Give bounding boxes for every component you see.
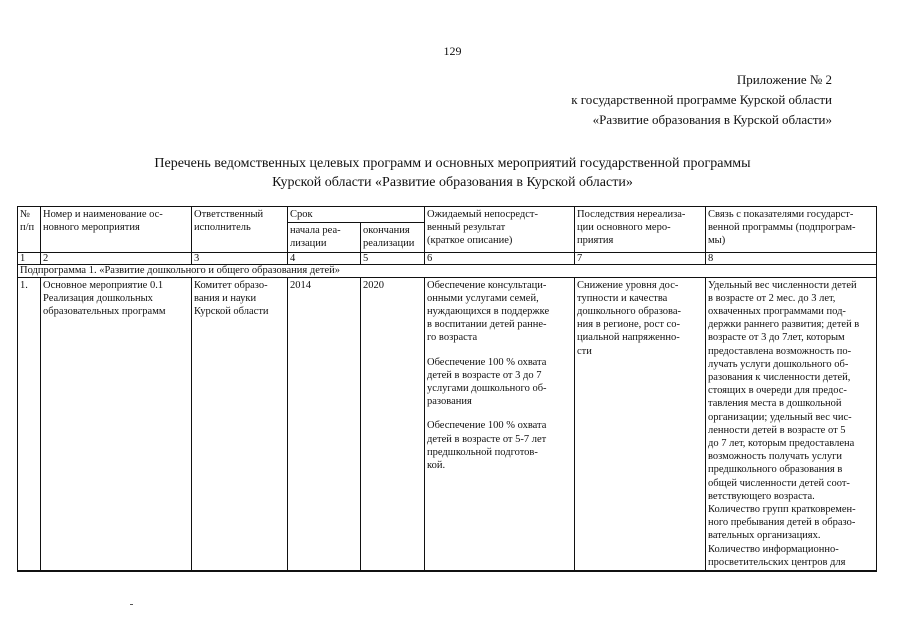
header-result: Ожидаемый непосредст- венный результат (краткое описание) (425, 207, 575, 253)
title-line-2: Курской области «Развитие образования в Курской области» (272, 175, 633, 190)
column-number: 8 (706, 252, 877, 264)
paragraph-gap (427, 345, 572, 356)
table-row (18, 277, 877, 571)
row-start-year: 2014 (288, 277, 361, 571)
scan-speck (130, 604, 133, 605)
paragraph-gap (427, 408, 572, 419)
column-number: 7 (575, 252, 706, 264)
title-line-1: Перечень ведомственных целевых программ и основных мероприятий государственной программы (154, 156, 751, 171)
page-number: 129 (443, 44, 462, 58)
subprogram-title: Подпрограмма 1. «Развитие дошкольного и общего образования детей» (18, 264, 877, 277)
row-end-year: 2020 (361, 277, 425, 571)
header-link: Связь с показателями государст- венной программы (подпрограм- мы) (706, 207, 877, 253)
column-number: 5 (361, 252, 425, 264)
row-num: 1. (18, 277, 41, 571)
header-name: Номер и наименование ос- новного мероприятия (41, 207, 192, 253)
header-responsible: Ответственный исполнитель (192, 207, 288, 253)
row-link: Удельный вес численности детей в возрасте от 2 мес. до 3 лет, охваченных программами под- держки раннего развития; детей в возрасте от 3 до 7лет, которым предоставлена возможность по- лучать услуги дошкольного об- разования к численности детей, стоящих в очереди для предос- тавления места в дошкольной организации; удельный вес чис- ленности детей в возрасте от 5 до 7 лет, которым предоставлена возможность получать услуги предшкольного образования в общей численности детей соот- ветствующего возраста. Количество групп кратковремен- ного пребывания детей в образо- вательных организациях. Количество информационно- просветительских центров для (706, 277, 877, 571)
appendix-line-2: к государственной программе Курской области (571, 92, 832, 107)
header-term-start: начала реа- лизации (288, 223, 361, 252)
column-number: 2 (41, 252, 192, 264)
header-consequences: Последствия нереализа- ции основного меро- приятия (575, 207, 706, 253)
column-number: 1 (18, 252, 41, 264)
header-num: № п/п (18, 207, 41, 253)
row-responsible: Комитет образо- вания и науки Курской области (192, 277, 288, 571)
result-paragraph-3: Обеспечение 100 % охвата детей в возрасте от 5-7 лет предшкольной подготов- кой. (427, 420, 547, 472)
column-number: 3 (192, 252, 288, 264)
row-consequences: Снижение уровня дос- тупности и качества дошкольного образова- ния в регионе, рост со- циальной напряженно- сти (575, 277, 706, 571)
result-paragraph-1: Обеспечение консультаци- онными услугами семей, нуждающихся в поддержке в воспитании детей ранне- го возраста (427, 279, 550, 344)
program-table-wrapper (17, 206, 876, 572)
header-term-end: окончания реализации (361, 223, 425, 252)
document-title (0, 154, 905, 192)
row-name: Основное мероприятие 0.1 Реализация дошкольных образовательных программ (41, 277, 192, 571)
row-result (425, 277, 575, 571)
column-number-row (18, 252, 877, 264)
result-paragraph-2: Обеспечение 100 % охвата детей в возрасте от 3 до 7 услугами дошкольного об- разования (427, 356, 547, 408)
appendix-header (571, 70, 832, 130)
subprogram-row (18, 264, 877, 277)
appendix-line-1: Приложение № 2 (736, 72, 832, 87)
column-number: 6 (425, 252, 575, 264)
header-row-1 (18, 207, 877, 223)
program-table (17, 206, 877, 572)
column-number: 4 (288, 252, 361, 264)
header-term: Срок (288, 207, 425, 223)
appendix-line-3: «Развитие образования в Курской области» (592, 112, 832, 127)
